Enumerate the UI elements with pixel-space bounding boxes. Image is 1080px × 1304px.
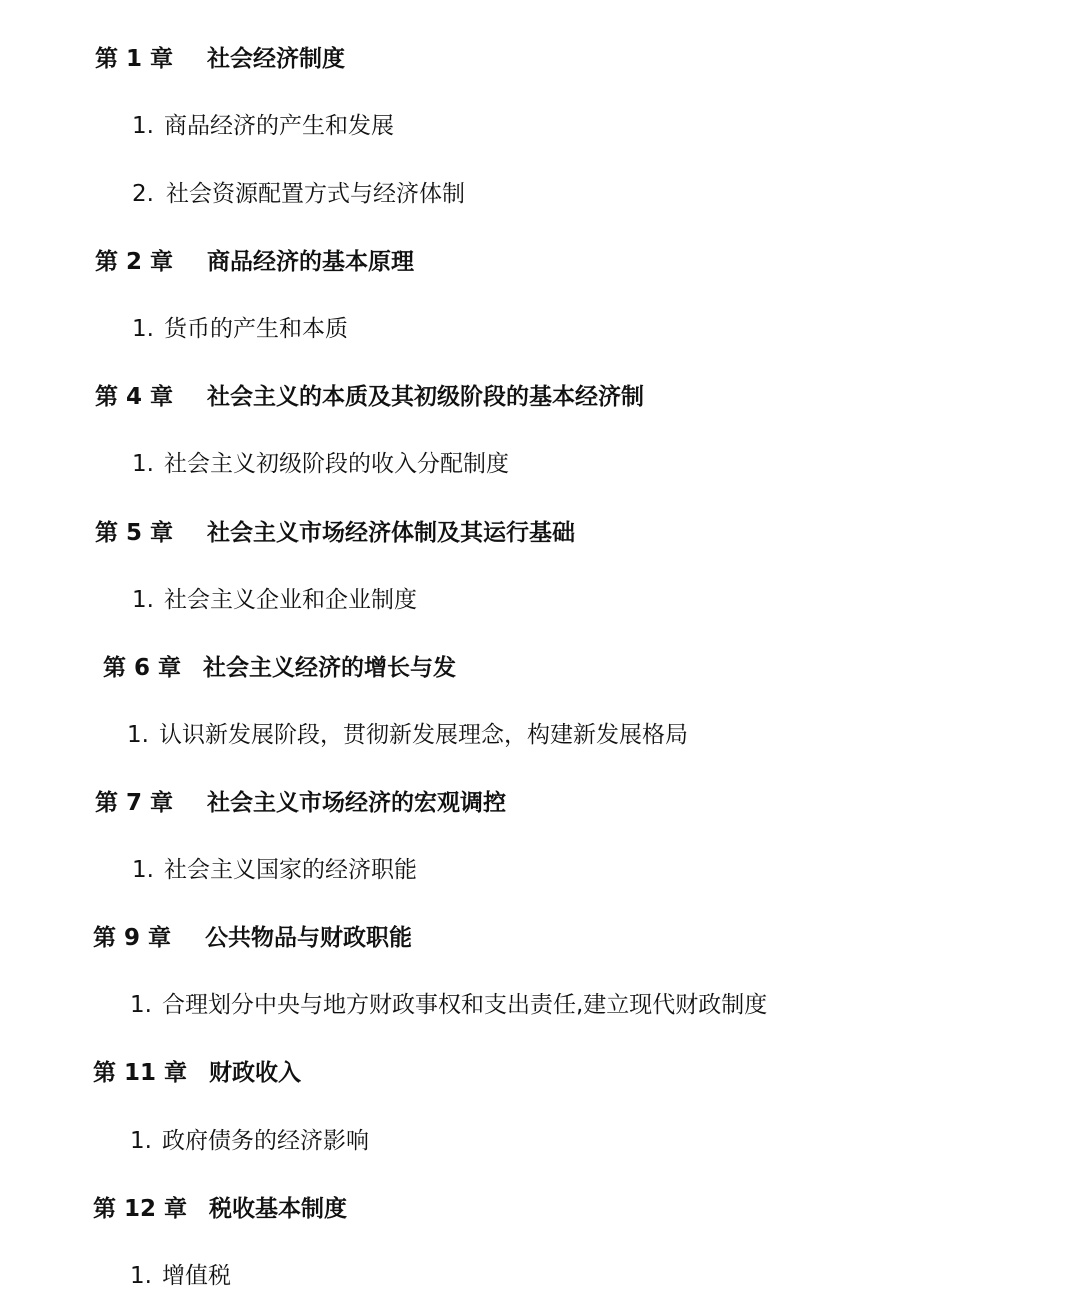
item-text: 商品经济的产生和发展 [163, 113, 394, 139]
chapter-title: 商品经济的基本原理 [207, 249, 415, 275]
item-number: 1. [127, 722, 149, 748]
chapter-label: 第 6 章 [103, 655, 182, 681]
chapter-title: 税收基本制度 [209, 1196, 348, 1222]
chapter-title: 社会主义市场经济体制及其运行基础 [207, 520, 576, 546]
chapter-heading [95, 792, 506, 815]
item-text: 增值税 [161, 1263, 231, 1289]
item-text: 认识新发展阶段，贯彻新发展理念，构建新发展格局 [158, 722, 688, 748]
list-item [130, 994, 767, 1017]
chapter-label: 第 2 章 [95, 249, 174, 275]
list-item [132, 183, 465, 206]
chapter-heading [95, 386, 644, 409]
list-item [130, 1130, 369, 1153]
chapter-title: 社会主义市场经济的宏观调控 [207, 790, 507, 816]
chapter-title: 社会主义的本质及其初级阶段的基本经济制 [207, 384, 645, 410]
chapter-label: 第 1 章 [95, 46, 174, 72]
item-number: 1. [130, 992, 152, 1018]
chapter-label: 第 5 章 [95, 520, 174, 546]
item-number: 1. [130, 1128, 152, 1154]
item-text: 货币的产生和本质 [163, 316, 348, 342]
item-number: 1. [130, 1263, 152, 1289]
item-text: 社会主义初级阶段的收入分配制度 [163, 451, 509, 477]
item-number: 2. [132, 181, 154, 207]
list-item [132, 115, 394, 138]
item-number: 1. [132, 451, 154, 477]
item-number: 1. [132, 857, 154, 883]
list-item [130, 1265, 231, 1288]
chapter-label: 第 11 章 [93, 1060, 188, 1086]
item-number: 1. [132, 113, 154, 139]
chapter-title: 公共物品与财政职能 [205, 925, 413, 951]
chapter-label: 第 4 章 [95, 384, 174, 410]
item-number: 1. [132, 316, 154, 342]
chapter-label: 第 7 章 [95, 790, 174, 816]
chapter-heading [93, 1198, 347, 1221]
list-item [132, 453, 509, 476]
chapter-title: 财政收入 [209, 1060, 302, 1086]
list-item [132, 318, 348, 341]
chapter-heading [103, 657, 456, 680]
chapter-label: 第 12 章 [93, 1196, 188, 1222]
chapter-heading [95, 48, 345, 71]
chapter-heading [95, 251, 414, 274]
item-text: 政府债务的经济影响 [161, 1128, 369, 1154]
chapter-title: 社会主义经济的增长与发 [203, 655, 457, 681]
item-text: 社会资源配置方式与经济体制 [165, 181, 465, 207]
chapter-label: 第 9 章 [93, 925, 172, 951]
chapter-title: 社会经济制度 [207, 46, 346, 72]
chapter-heading [93, 1062, 301, 1085]
list-item [127, 724, 688, 747]
item-text: 社会主义企业和企业制度 [163, 587, 417, 613]
chapter-heading [93, 927, 412, 950]
chapter-heading [95, 522, 575, 545]
list-item [132, 859, 417, 882]
item-text: 社会主义国家的经济职能 [163, 857, 417, 883]
list-item [132, 589, 417, 612]
item-number: 1. [132, 587, 154, 613]
item-text: 合理划分中央与地方财政事权和支出责任,建立现代财政制度 [161, 992, 768, 1018]
